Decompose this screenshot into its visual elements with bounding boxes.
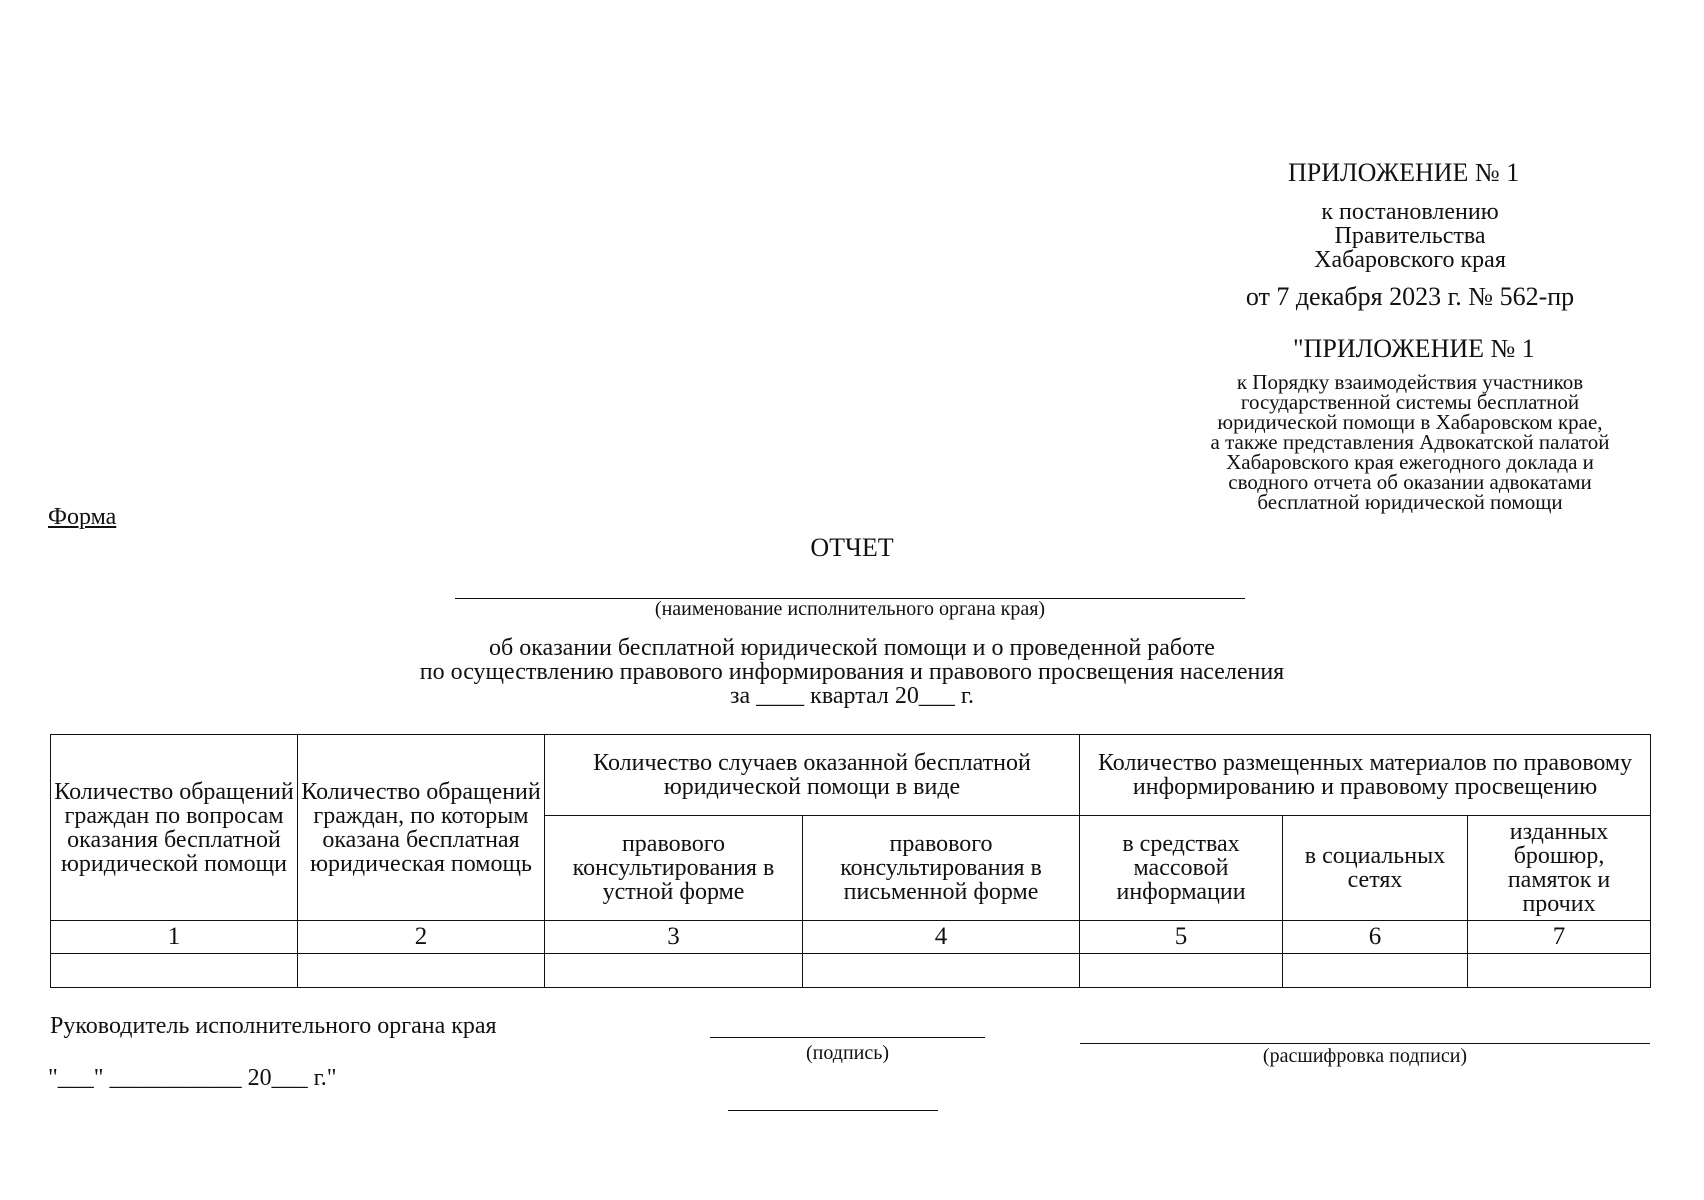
appendix-resolution-line: Правительства xyxy=(1334,223,1486,249)
header-col-6: в социальных сетях xyxy=(1283,816,1468,921)
signature-caption: (подпись) xyxy=(805,1042,890,1064)
data-cell[interactable] xyxy=(1283,954,1468,988)
signature-decode-caption: (расшифровка подписи) xyxy=(1262,1045,1468,1067)
column-number: 7 xyxy=(1468,921,1651,954)
appendix-resolution-line: Хабаровского края xyxy=(1314,247,1506,273)
column-number: 6 xyxy=(1283,921,1468,954)
column-number: 2 xyxy=(298,921,545,954)
data-cell[interactable] xyxy=(298,954,545,988)
inner-appendix-line: а также представления Адвокатской палатой xyxy=(1210,430,1610,454)
data-cell[interactable] xyxy=(1468,954,1651,988)
header-col-5: в средствах массовой информации xyxy=(1080,816,1283,921)
inner-appendix-line: Хабаровского края ежегодного доклада и xyxy=(1226,450,1594,474)
report-subtitle-line: по осуществлению правового информирования и правового просвещения населения xyxy=(419,659,1285,685)
column-number: 3 xyxy=(545,921,803,954)
data-cell[interactable] xyxy=(51,954,298,988)
table-header-row xyxy=(51,735,1651,816)
header-group-legal-aid: Количество случаев оказанной бесплатной юридической помощи в виде xyxy=(545,735,1080,816)
underline-stroke xyxy=(728,1110,938,1111)
report-subtitle xyxy=(0,636,1704,708)
inner-appendix-line: юридической помощи в Хабаровском крае, xyxy=(1217,410,1603,434)
header-col-1: Количество обращений граждан по вопросам оказания бесплатной юридической помощи xyxy=(51,735,298,921)
data-cell[interactable] xyxy=(545,954,803,988)
data-row xyxy=(51,954,1651,988)
column-number: 5 xyxy=(1080,921,1283,954)
column-numbers-row xyxy=(51,921,1651,954)
header-col-2: Количество обращений граждан, по которым оказана бесплатная юридическая помощь xyxy=(298,735,545,921)
head-of-body-label: Руководитель исполнительного органа края xyxy=(50,1013,497,1039)
signature-decode-line xyxy=(1080,1043,1650,1044)
appendix-title: ПРИЛОЖЕНИЕ № 1 xyxy=(1288,158,1520,187)
appendix-date: от 7 декабря 2023 г. № 562-пр xyxy=(1245,282,1575,311)
signature-line xyxy=(710,1037,985,1038)
column-number: 1 xyxy=(51,921,298,954)
inner-appendix-text xyxy=(1170,372,1650,512)
report-title: ОТЧЕТ xyxy=(810,533,894,562)
inner-appendix-line: бесплатной юридической помощи xyxy=(1257,490,1563,514)
header-col-7: изданных брошюр, памяток и прочих xyxy=(1468,816,1651,921)
inner-appendix-title: "ПРИЛОЖЕНИЕ № 1 xyxy=(1293,334,1535,363)
date-line: "___" ___________ 20___ г." xyxy=(48,1065,337,1091)
inner-appendix-line: государственной системы бесплатной xyxy=(1240,390,1580,414)
header-group-materials: Количество размещенных материалов по правовому информированию и правовому просвещению xyxy=(1080,735,1651,816)
form-label: Форма xyxy=(48,504,117,530)
inner-appendix-line: сводного отчета об оказании адвокатами xyxy=(1228,470,1592,494)
org-name-caption: (наименование исполнительного органа края) xyxy=(654,598,1046,620)
report-table xyxy=(50,734,1651,988)
appendix-resolution xyxy=(1180,200,1640,272)
header-col-3: правового консультирования в устной форме xyxy=(545,816,803,921)
column-number: 4 xyxy=(803,921,1080,954)
inner-appendix-line: к Порядку взаимодействия участников xyxy=(1236,370,1584,394)
data-cell[interactable] xyxy=(1080,954,1283,988)
report-subtitle-line: об оказании бесплатной юридической помощи и о проведенной работе xyxy=(489,635,1215,661)
appendix-resolution-line: к постановлению xyxy=(1321,199,1499,225)
report-period-line: за ____ квартал 20___ г. xyxy=(730,683,974,709)
data-cell[interactable] xyxy=(803,954,1080,988)
header-col-4: правового консультирования в письменной форме xyxy=(803,816,1080,921)
